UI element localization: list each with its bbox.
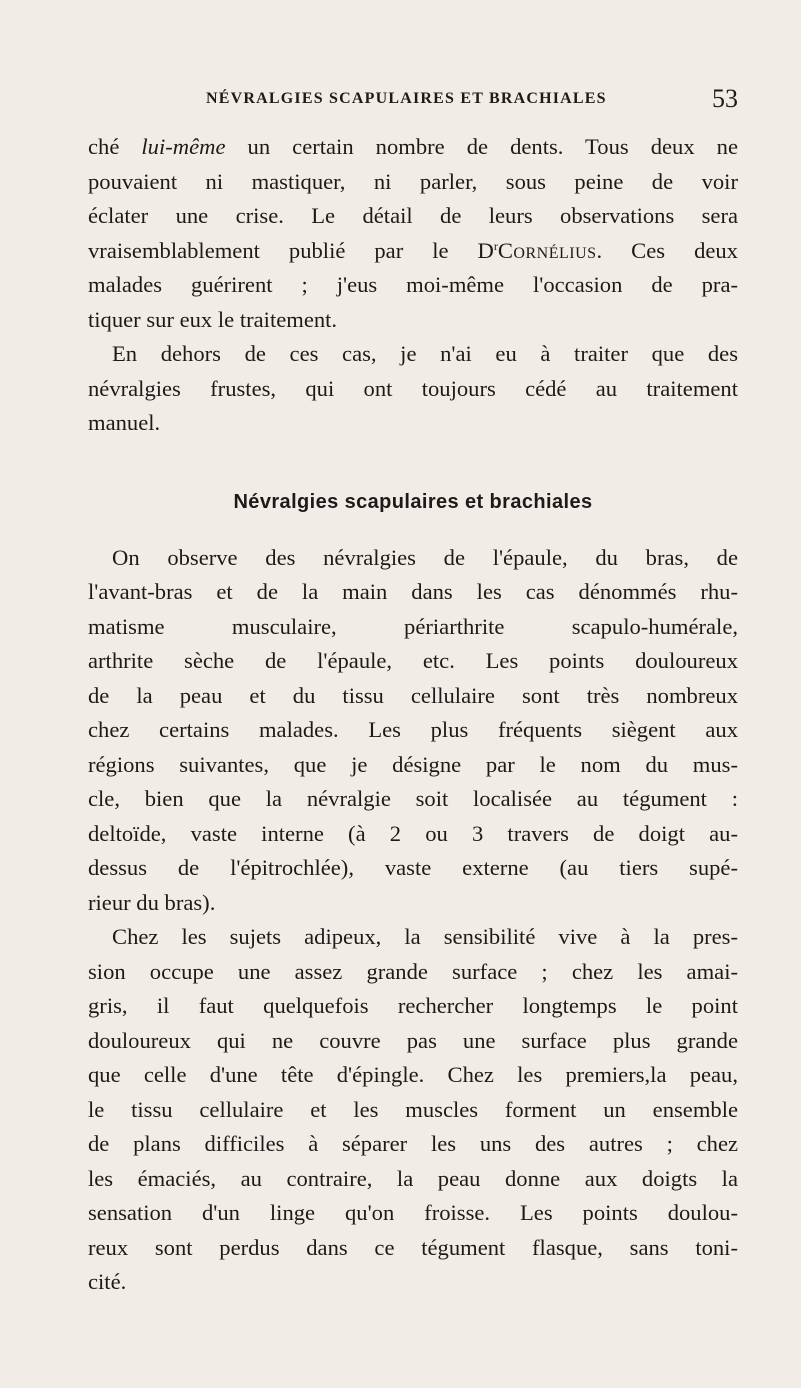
text-line: vraisemblablement publié par le $D^rCornélius$. Ces deux	[88, 237, 738, 263]
spacer	[88, 441, 738, 463]
paragraph-2	[88, 337, 738, 441]
italic-phrase: lui-même	[141, 134, 226, 159]
text-line: En dehors de ces cas, je n'ai eu à traiter que des	[112, 341, 738, 366]
text-line: éclater une crise. Le détail de leurs observations sera	[88, 203, 738, 228]
text-line: douloureux qui ne couvre pas une surface plus grande	[88, 1027, 738, 1053]
text-line: sion occupe une assez grande surface ; chez les amai-	[88, 958, 738, 984]
paragraph-3	[88, 541, 738, 921]
text-line: rieur du bras).	[88, 889, 216, 915]
section-heading: Névralgies scapulaires et brachiales	[233, 490, 593, 513]
text-line: cité.	[88, 1269, 127, 1294]
text-line: sensation d'un linge qu'on froisse. Les points doulou-	[88, 1200, 738, 1225]
page-number: 53	[712, 84, 738, 113]
text-line: les émaciés, au contraire, la peau donne aux doigts la	[88, 1165, 738, 1191]
paragraph-1	[88, 130, 738, 337]
paragraph-4	[88, 920, 738, 1300]
text-line: de plans difficiles à séparer les uns des autres ; chez	[88, 1131, 738, 1156]
text-line: deltoïde, vaste interne (à 2 ou 3 travers de doigt au-	[88, 820, 738, 846]
text-line: névralgies frustes, qui ont toujours cédé au traitement	[88, 375, 738, 401]
text-line: pouvaient ni mastiquer, ni parler, sous peine de voir	[88, 168, 738, 194]
text-line: cle, bien que la névralgie soit localisée au tégument :	[88, 786, 738, 811]
text-line: dessus de l'épitrochlée), vaste externe (au tiers supé-	[88, 855, 738, 880]
text-line: matisme musculaire, périarthrite scapulo-humérale,	[88, 613, 738, 639]
text-line: régions suivantes, que je désigne par le nom du mus-	[88, 751, 738, 777]
text-line: chez certains malades. Les plus fréquents siègent aux	[88, 717, 738, 742]
text-line: de la peau et du tissu cellulaire sont très nombreux	[88, 682, 738, 708]
text-line: arthrite sèche de l'épaule, etc. Les points douloureux	[88, 648, 738, 673]
text-line: On observe des névralgies de l'épaule, du bras, de	[112, 544, 738, 570]
text-line: l'avant-bras et de la main dans les cas dénommés rhu-	[88, 579, 738, 604]
superscript: r	[493, 238, 498, 253]
text-line: reux sont perdus dans ce tégument flasque, sans toni-	[88, 1234, 738, 1260]
text-line: tiquer sur eux le traitement.	[88, 306, 338, 332]
text-line: gris, il faut quelquefois rechercher longtemps le point	[88, 993, 738, 1018]
body-text	[88, 130, 738, 1300]
text-line: le tissu cellulaire et les muscles forment un ensemble	[88, 1096, 738, 1122]
text-line: manuel.	[88, 410, 161, 435]
text-line: ché lui-même un certain nombre de dents. Tous deux ne	[88, 134, 738, 159]
running-title: NÉVRALGIES SCAPULAIRES ET BRACHIALES	[206, 90, 607, 107]
text-line: Chez les sujets adipeux, la sensibilité vive à la pres-	[112, 924, 738, 949]
text-line: que celle d'une tête d'épingle. Chez les premiers,la peau,	[88, 1062, 738, 1087]
text-line: malades guérirent ; j'eus moi-même l'occasion de pra-	[88, 272, 738, 297]
running-head	[88, 86, 738, 116]
author-name: Cornélius	[497, 237, 597, 263]
